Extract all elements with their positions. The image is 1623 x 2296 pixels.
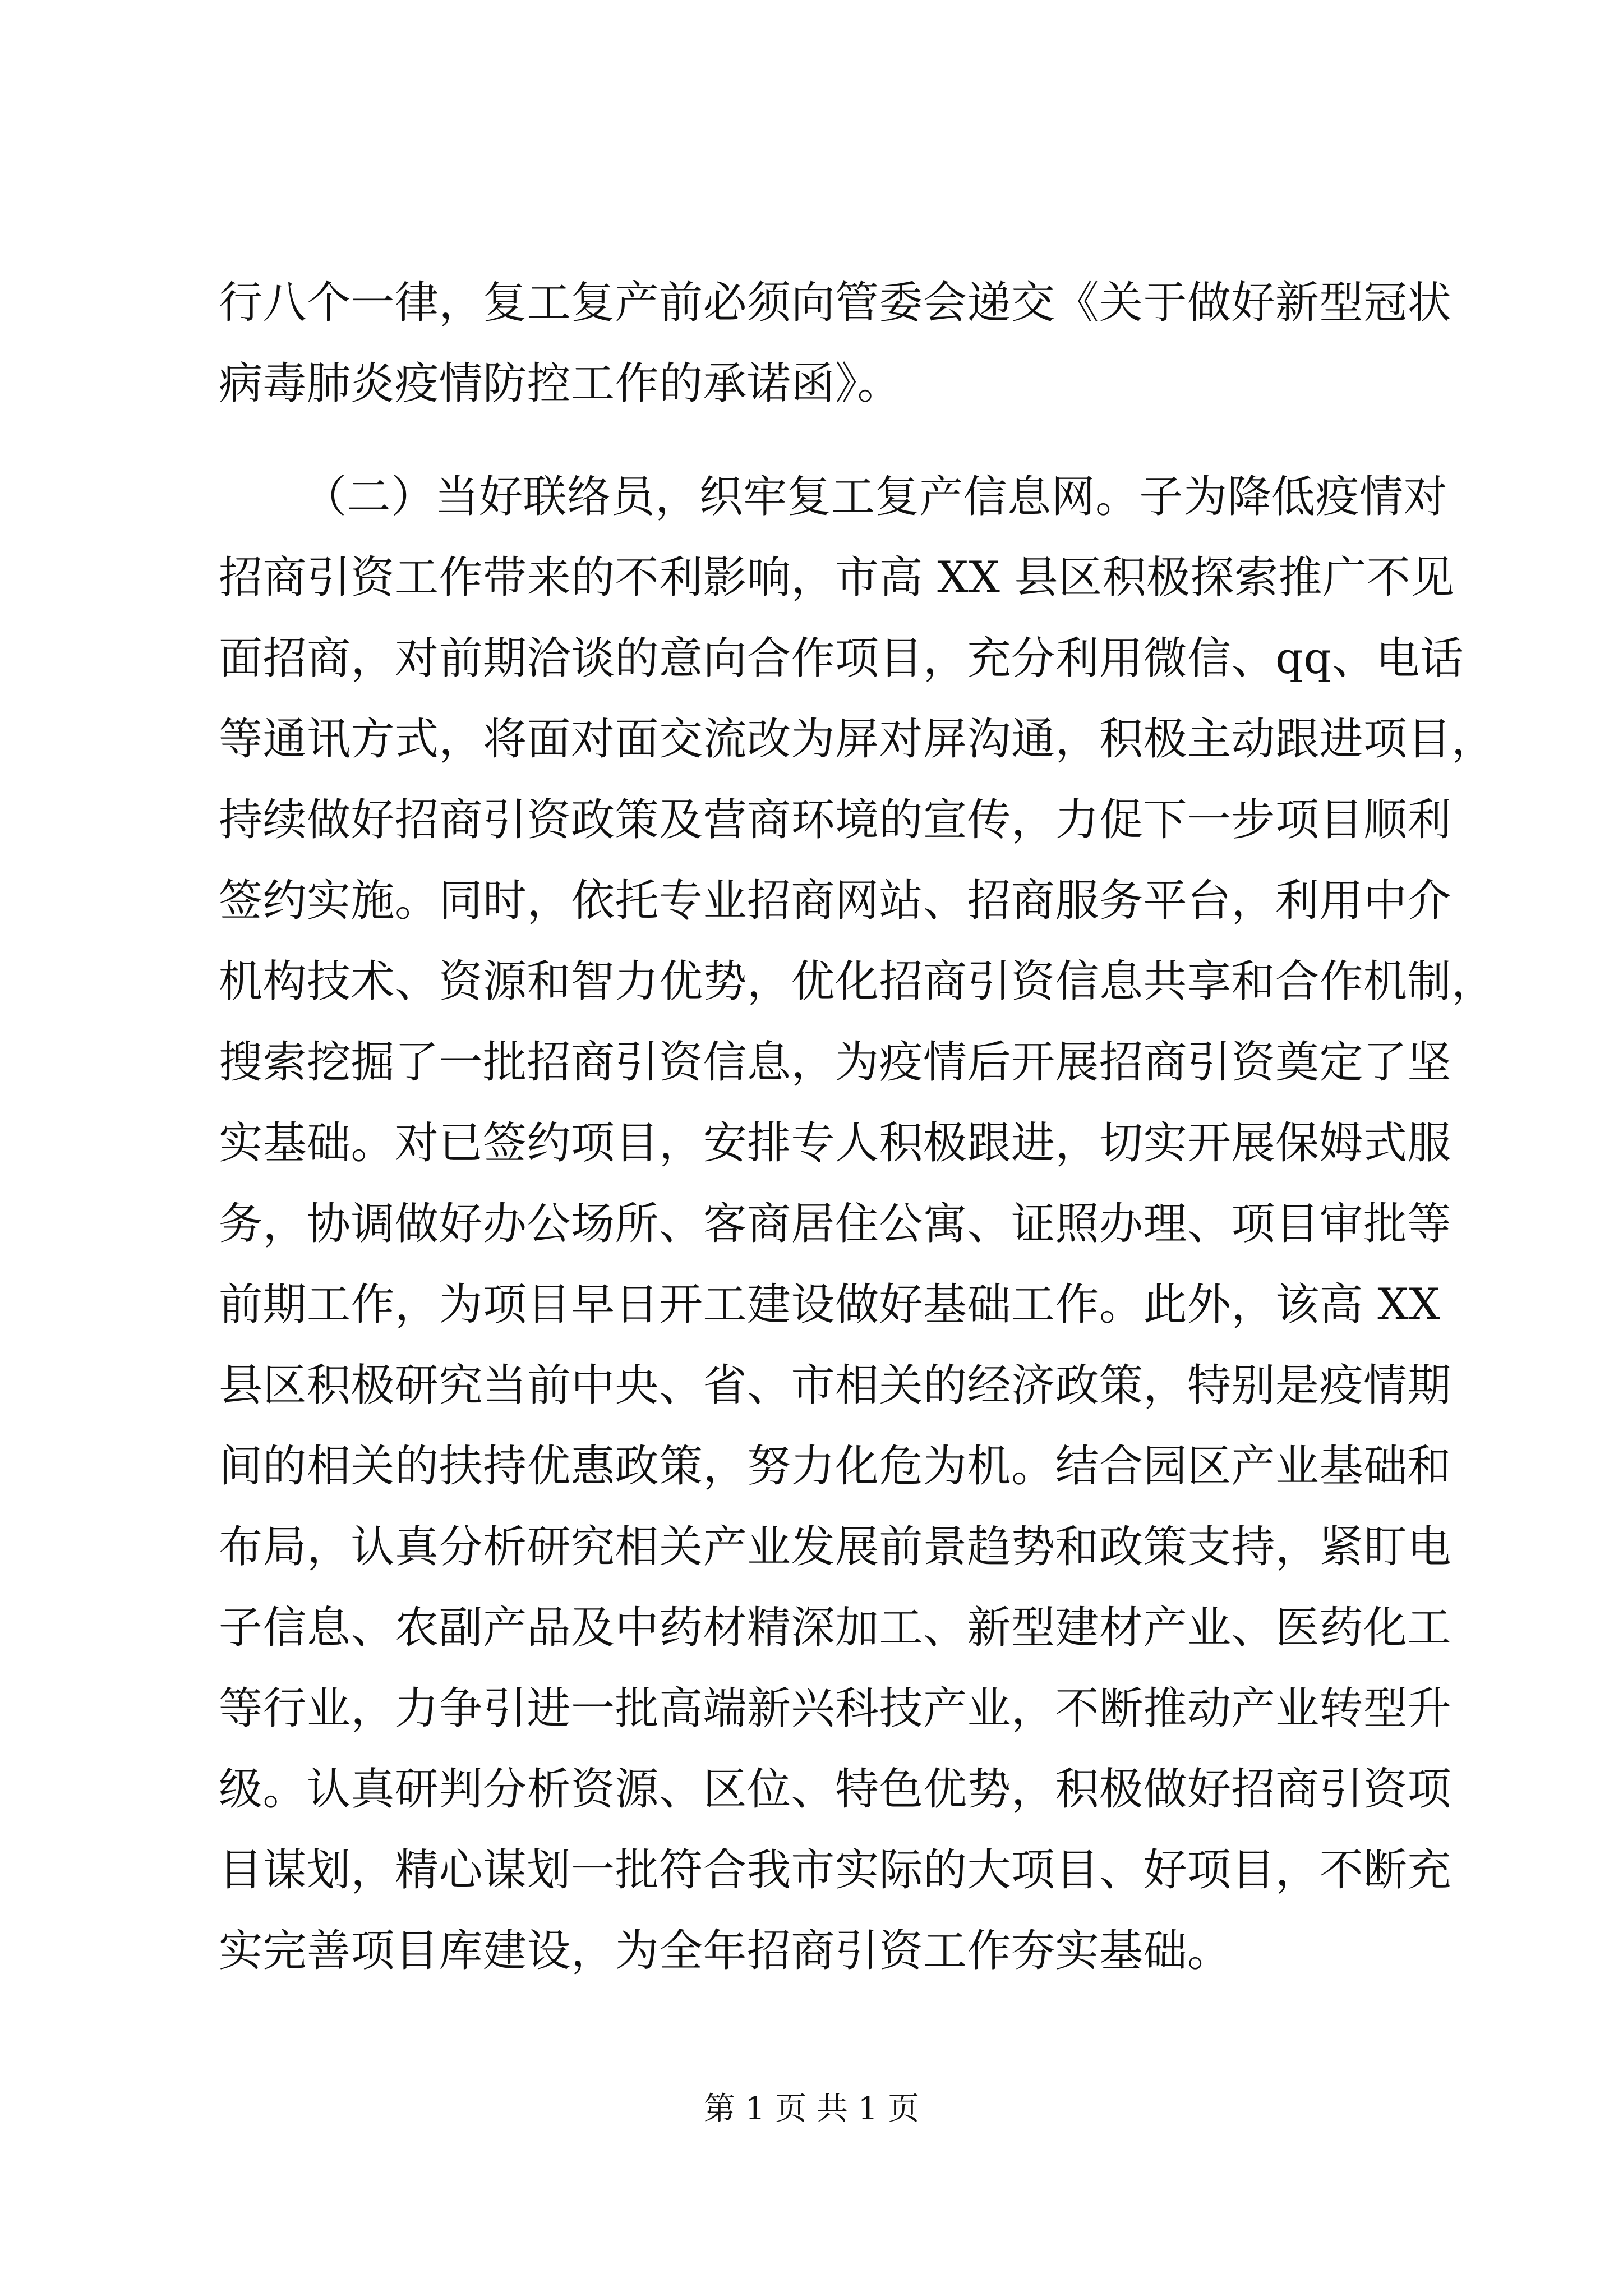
- body-text-line: 搜索挖掘了一批招商引资信息，为疫情后开展招商引资奠定了坚: [219, 1037, 1452, 1088]
- body-text-line: 机构技术、资源和智力优势，优化招商引资信息共享和合作机制，: [219, 956, 1496, 1007]
- body-text-line: 招商引资工作带来的不利影响，市高 XX 县区积极探索推广不见: [219, 553, 1455, 603]
- body-text-line: 目谋划，精心谋划一批符合我市实际的大项目、好项目，不断充: [219, 1845, 1452, 1895]
- body-text-line: 子信息、农副产品及中药材精深加工、新型建材产业、医药化工: [219, 1603, 1452, 1653]
- body-text-line: 等行业，力争引进一批高端新兴科技产业，不断推动产业转型升: [219, 1683, 1452, 1734]
- body-text-line: 病毒肺炎疫情防控工作的承诺函》。: [219, 358, 902, 409]
- body-text-line: 行八个一律，复工复产前必须向管委会递交《关于做好新型冠状: [219, 278, 1452, 328]
- body-text-line: 实基础。对已签约项目，安排专人积极跟进，切实开展保姆式服: [219, 1118, 1452, 1168]
- body-text-line: 务，协调做好办公场所、客商居住公寓、证照办理、项目审批等: [219, 1199, 1452, 1249]
- body-text-line: 前期工作，为项目早日开工建设做好基础工作。此外，该高 XX: [219, 1280, 1441, 1330]
- body-text-line: 实完善项目库建设，为全年招商引资工作夯实基础。: [219, 1926, 1232, 1976]
- body-text-line: 间的相关的扶持优惠政策，努力化危为机。结合园区产业基础和: [219, 1441, 1452, 1492]
- body-text-line: 等通讯方式，将面对面交流改为屏对屏沟通，积极主动跟进项目，: [219, 714, 1496, 765]
- body-text-line: 级。认真研判分析资源、区位、特色优势，积极做好招商引资项: [219, 1764, 1452, 1815]
- section-heading-line: （二）当好联络员，织牢复工复产信息网。子为降低疫情对: [303, 472, 1448, 522]
- body-text-line: 县区积极研究当前中央、省、市相关的经济政策，特别是疫情期: [219, 1360, 1452, 1411]
- body-text-line: 签约实施。同时，依托专业招商网站、招商服务平台，利用中介: [219, 876, 1452, 926]
- body-text-line: 布局，认真分析研究相关产业发展前景趋势和政策支持，紧盯电: [219, 1522, 1452, 1572]
- body-text-line: 持续做好招商引资政策及营商环境的宣传，力促下一步项目顺利: [219, 795, 1452, 845]
- body-text-line: 面招商，对前期洽谈的意向合作项目，充分利用微信、qq、电话: [219, 633, 1464, 684]
- page-footer: 第 1 页 共 1 页: [703, 2091, 920, 2127]
